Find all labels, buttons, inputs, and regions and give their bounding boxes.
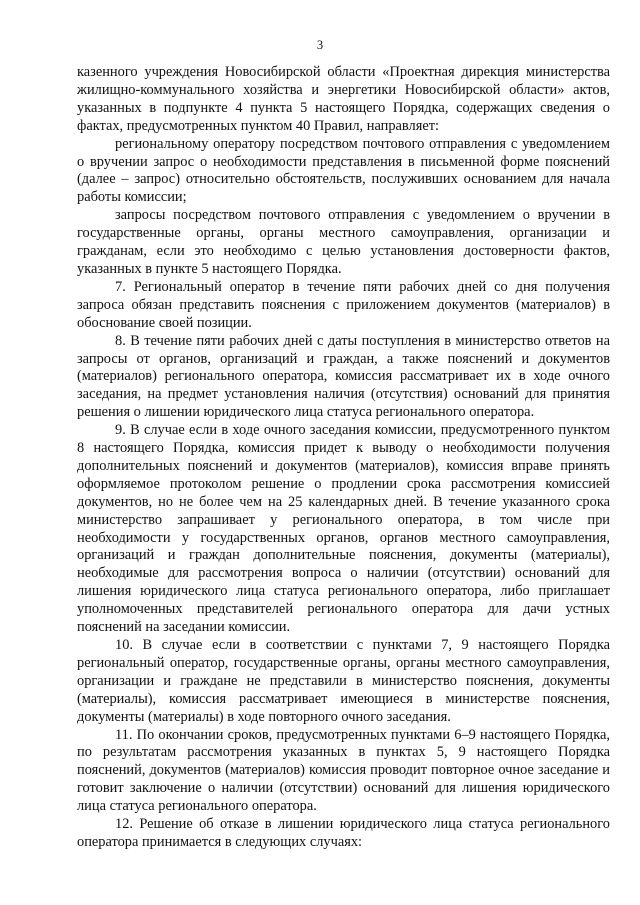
paragraph-continuation: казенного учреждения Новосибирской области «Проектная дирекция министерства жилищно-коммунального хозяйства и энергетики Новосибирской области» актов, указанных в подпункте 4 пункта 5 настоящего Порядка, содержащих сведения о фактах, предусмотренных пунктом 40 Правил, направляет: — [77, 64, 610, 134]
paragraph-clause-7: 7. Региональный оператор в течение пяти рабочих дней со дня получения запроса обязан представить пояснения с приложением документов (материалов) в обоснование своей позиции. — [77, 278, 610, 331]
paragraph-clause-9: 9. В случае если в ходе очного заседания комиссии, предусмотренного пунктом 8 настоящего Порядка, комиссия придет к выводу о необходимости получения дополнительных пояснений и документов (материалов), комиссия вправе принять оформляемое протоколом решение о продлении срока рассмотрения комиссией документов, но не более чем на 25 календарных дней. В течение указанного срока министерство запрашивает у регионального оператора, в том числе при необходимости у государственных органов, органов местного самоуправления, организаций и граждан дополнительные пояснения, документы (материалы), необходимые для рассмотрения вопроса о наличии (отсутствии) оснований для лишения юридического лица статуса регионального оператора, либо приглашает уполномоченных представителей регионального оператора для дачи устных пояснений на заседании комиссии. — [77, 422, 610, 636]
paragraph-clause-10: 10. В случае если в соответствии с пунктами 7, 9 настоящего Порядка региональный оператор, государственные органы, органы местного самоуправления, организации и граждане не представили в министерство пояснения, документы (материалы), комиссия рассматривает имеющиеся в министерстве пояснения, документы (материалы) в ходе повторного очного заседания. — [77, 637, 610, 725]
page-number: 3 — [316, 38, 324, 52]
paragraph-clause-12: 12. Решение об отказе в лишении юридического лица статуса регионального оператора принимается в следующих случаях: — [77, 816, 610, 850]
paragraph-clause-11: 11. По окончании сроков, предусмотренных пунктами 6–9 настоящего Порядка, по результатам рассмотрения указанных в пунктах 5, 9 настоящего Порядка пояснений, документов (материалов) комиссия проводит повторное очное заседание и готовит заключение о наличии (отсутствии) оснований для лишения юридического лица статуса регионального оператора. — [77, 726, 610, 815]
paragraph-clause-8: 8. В течение пяти рабочих дней с даты поступления в министерство ответов на запросы от органов, организаций и граждан, а также пояснений и документов (материалов) регионального оператора, комиссия рассматривает их в ходе очного заседания, на предмет установления наличия (отсутствия) оснований для принятия решения о лишении юридического лица статуса регионального оператора. — [77, 332, 610, 421]
paragraph-request-to-operator: региональному оператору посредством почтового отправления с уведомлением о вручении запрос о необходимости представления в письменной форме пояснений (далее – запрос) относительно обстоятельств, послуживших основанием для начала работы комиссии; — [77, 135, 610, 206]
paragraph-requests-to-bodies: запросы посредством почтового отправления с уведомлением о вручении в государственные органы, органы местного самоуправления, организации и гражданам, если это необходимо с целью установления достоверности фактов, указанных в пункте 5 настоящего Порядка. — [77, 207, 610, 277]
document-body — [77, 64, 610, 852]
